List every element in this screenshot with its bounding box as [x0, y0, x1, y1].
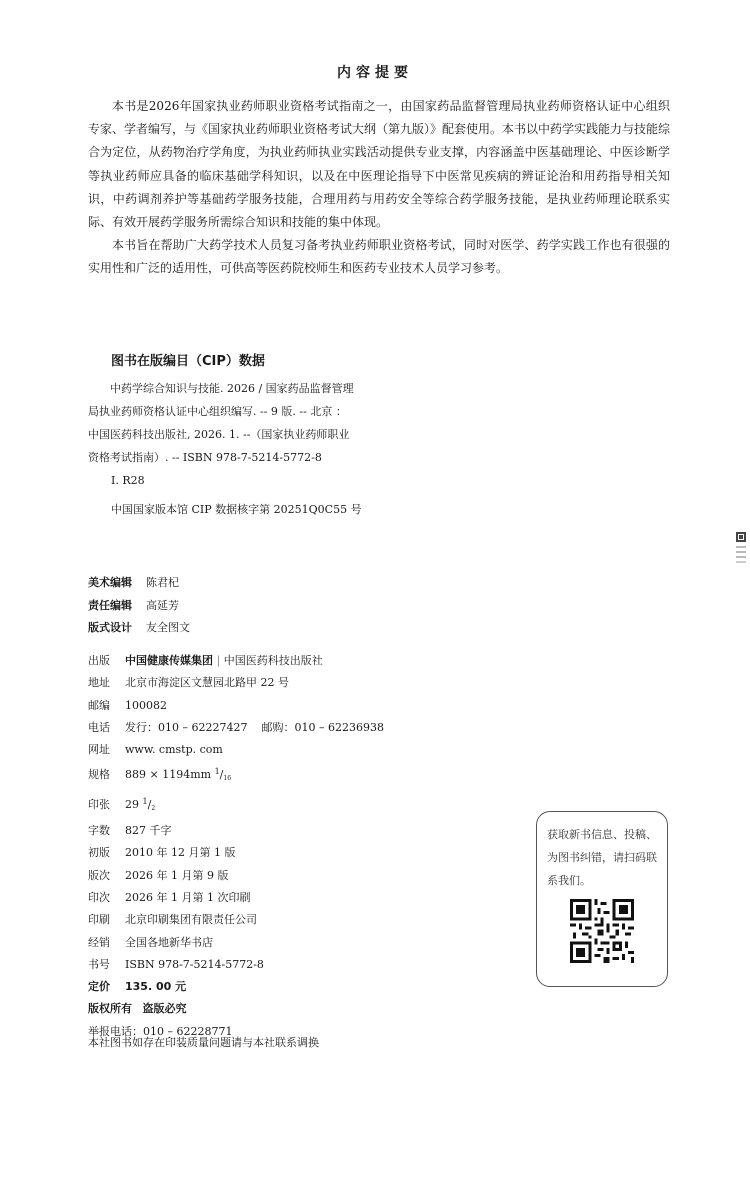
summary-paragraph-1: 本书是2026年国家执业药师职业资格考试指南之一，由国家药品监督管理局执业药师资格认证中心组织专家、学者编写，与《国家执业药师职业资格考试大纲（第九版）》配套使用。本书以中药学实践能力与技能综合为定位，从药物治疗学角度，为执业药师执业实践活动提供专业支撑，内容涵盖中医基础理论、中医诊断学等执业药师应具备的临床基础学科知识，以及在中医理论指导下中医常见疾病的辨证论治和用药指导相关知识，中药调剂养护等基础药学服务技能，合理用药与用药安全等综合药学服务技能，是执业药师理论联系实际、有效开展药学服务所需综合知识和技能的集中体现。 — [88, 99, 671, 230]
credit-value: 友全图文 — [146, 621, 190, 634]
credits-list — [88, 572, 190, 640]
printing-row — [88, 887, 384, 909]
price-row — [88, 976, 384, 998]
price-label: 定价 — [88, 980, 110, 994]
sheets-numerator: 1 — [142, 796, 148, 806]
publisher-separator: | — [216, 654, 221, 667]
summary-title: 内容提要 — [337, 65, 413, 81]
price-value: 135. 00 元 — [125, 980, 187, 994]
credit-row — [88, 572, 190, 595]
sheets-denominator: 2 — [151, 804, 156, 812]
credit-row — [88, 617, 190, 640]
side-logo-icon — [735, 532, 747, 572]
website-row — [88, 739, 384, 761]
printer-label: 印刷 — [88, 913, 110, 927]
rights-a: 版权所有 — [88, 1002, 132, 1016]
first-edition-row — [88, 842, 384, 864]
distributor-value: 全国各地新华书店 — [125, 935, 213, 949]
credit-label: 美术编辑 — [88, 576, 132, 589]
credit-row — [88, 595, 190, 618]
cip-classification: Ⅰ. R28 — [111, 474, 145, 487]
address-label: 地址 — [88, 676, 110, 690]
qr-contact-box — [536, 811, 668, 987]
publisher-name: 中国医药科技出版社 — [223, 654, 323, 667]
format-label: 规格 — [88, 768, 110, 782]
distributor-row — [88, 932, 384, 954]
rights-row — [88, 998, 384, 1020]
printing-value: 2026 年 1 月第 1 次印刷 — [125, 890, 251, 904]
credit-value: 陈君杞 — [146, 576, 179, 589]
credit-label: 版式设计 — [88, 621, 132, 634]
printer-row — [88, 909, 384, 931]
credit-label: 责任编辑 — [88, 598, 132, 612]
publication-info — [88, 650, 384, 1043]
words-label: 字数 — [88, 824, 110, 838]
address-row — [88, 672, 384, 694]
report-phone: 010 – 62228771 — [143, 1024, 233, 1038]
phone-value: 发行：010 – 62227427 邮购：010 – 62236938 — [125, 720, 384, 734]
summary-body — [88, 95, 670, 281]
format-row: 规格 889 × 1194mm $^1/_{16}$ — [88, 761, 384, 790]
postcode-label: 邮编 — [88, 698, 110, 712]
cip-line-2: 局执业药师资格认证中心组织编写. -- 9 版. -- 北京 ： — [88, 405, 347, 418]
format-value: 889 × 1194mm — [125, 768, 212, 782]
phone-row — [88, 717, 384, 739]
format-denominator: 16 — [223, 775, 232, 783]
qr-code-icon[interactable] — [570, 899, 634, 963]
website-label: 网址 — [88, 743, 110, 757]
format-numerator: 1 — [214, 767, 220, 777]
distributor-label: 经销 — [88, 935, 110, 949]
printing-label: 印次 — [88, 890, 110, 904]
summary-paragraph-2: 本书旨在帮助广大药学技术人员复习备考执业药师职业资格考试，同时对医学、药学实践工作也有很强的实用性和广泛的适用性，可供高等医药院校师生和医药专业技术人员学习参考。 — [88, 238, 670, 276]
credit-value: 高延芳 — [146, 598, 179, 612]
words-row — [88, 820, 384, 842]
postcode-row — [88, 695, 384, 717]
cip-check-number: 中国国家版本馆 CIP 数据核字第 20251Q0C55 号 — [111, 503, 362, 516]
address-value: 北京市海淀区文慧园北路甲 22 号 — [125, 676, 289, 690]
publisher-label: 出版 — [88, 654, 110, 667]
edition-label: 版次 — [88, 868, 110, 882]
qr-text: 获取新书信息、投稿、为图书纠错，请扫码联系我们。 — [547, 828, 657, 887]
edition-row — [88, 865, 384, 887]
cip-heading: 图书在版编目（CIP）数据 — [111, 354, 265, 369]
sheets-value: 29 — [125, 797, 139, 811]
first-edition-value: 2010 年 12 月第 1 版 — [125, 846, 236, 860]
sheets-row: 印张 29 $^1/_2$ — [88, 791, 384, 820]
words-value: 827 千字 — [125, 824, 172, 838]
rights-b: 盗版必究 — [142, 1002, 187, 1016]
quality-notice: 本社图书如存在印装质量问题请与本社联系调换 — [88, 1036, 319, 1049]
printer-value: 北京印刷集团有限责任公司 — [125, 913, 257, 927]
website-value: www. cmstp. com — [125, 743, 223, 757]
publisher-group: 中国健康传媒集团 — [125, 654, 213, 667]
isbn-row — [88, 954, 384, 976]
postcode-value: 100082 — [125, 698, 167, 712]
cip-line-3: 中国医药科技出版社, 2026. 1. --（国家执业药师职业 — [88, 428, 350, 441]
report-label: 举报电话： — [88, 1024, 143, 1038]
isbn-label: 书号 — [88, 957, 110, 971]
cip-line-4: 资格考试指南）. -- ISBN 978-7-5214-5772-8 — [88, 451, 322, 464]
cip-line-1: 中药学综合知识与技能. 2026 / 国家药品监督管理 — [110, 382, 354, 395]
sheets-label: 印张 — [88, 797, 110, 811]
phone-label: 电话 — [88, 720, 110, 734]
edition-value: 2026 年 1 月第 9 版 — [125, 868, 229, 882]
first-edition-label: 初版 — [88, 846, 110, 860]
publisher-row — [88, 650, 384, 672]
cip-record — [88, 377, 388, 469]
isbn-value: ISBN 978-7-5214-5772-8 — [125, 957, 264, 971]
